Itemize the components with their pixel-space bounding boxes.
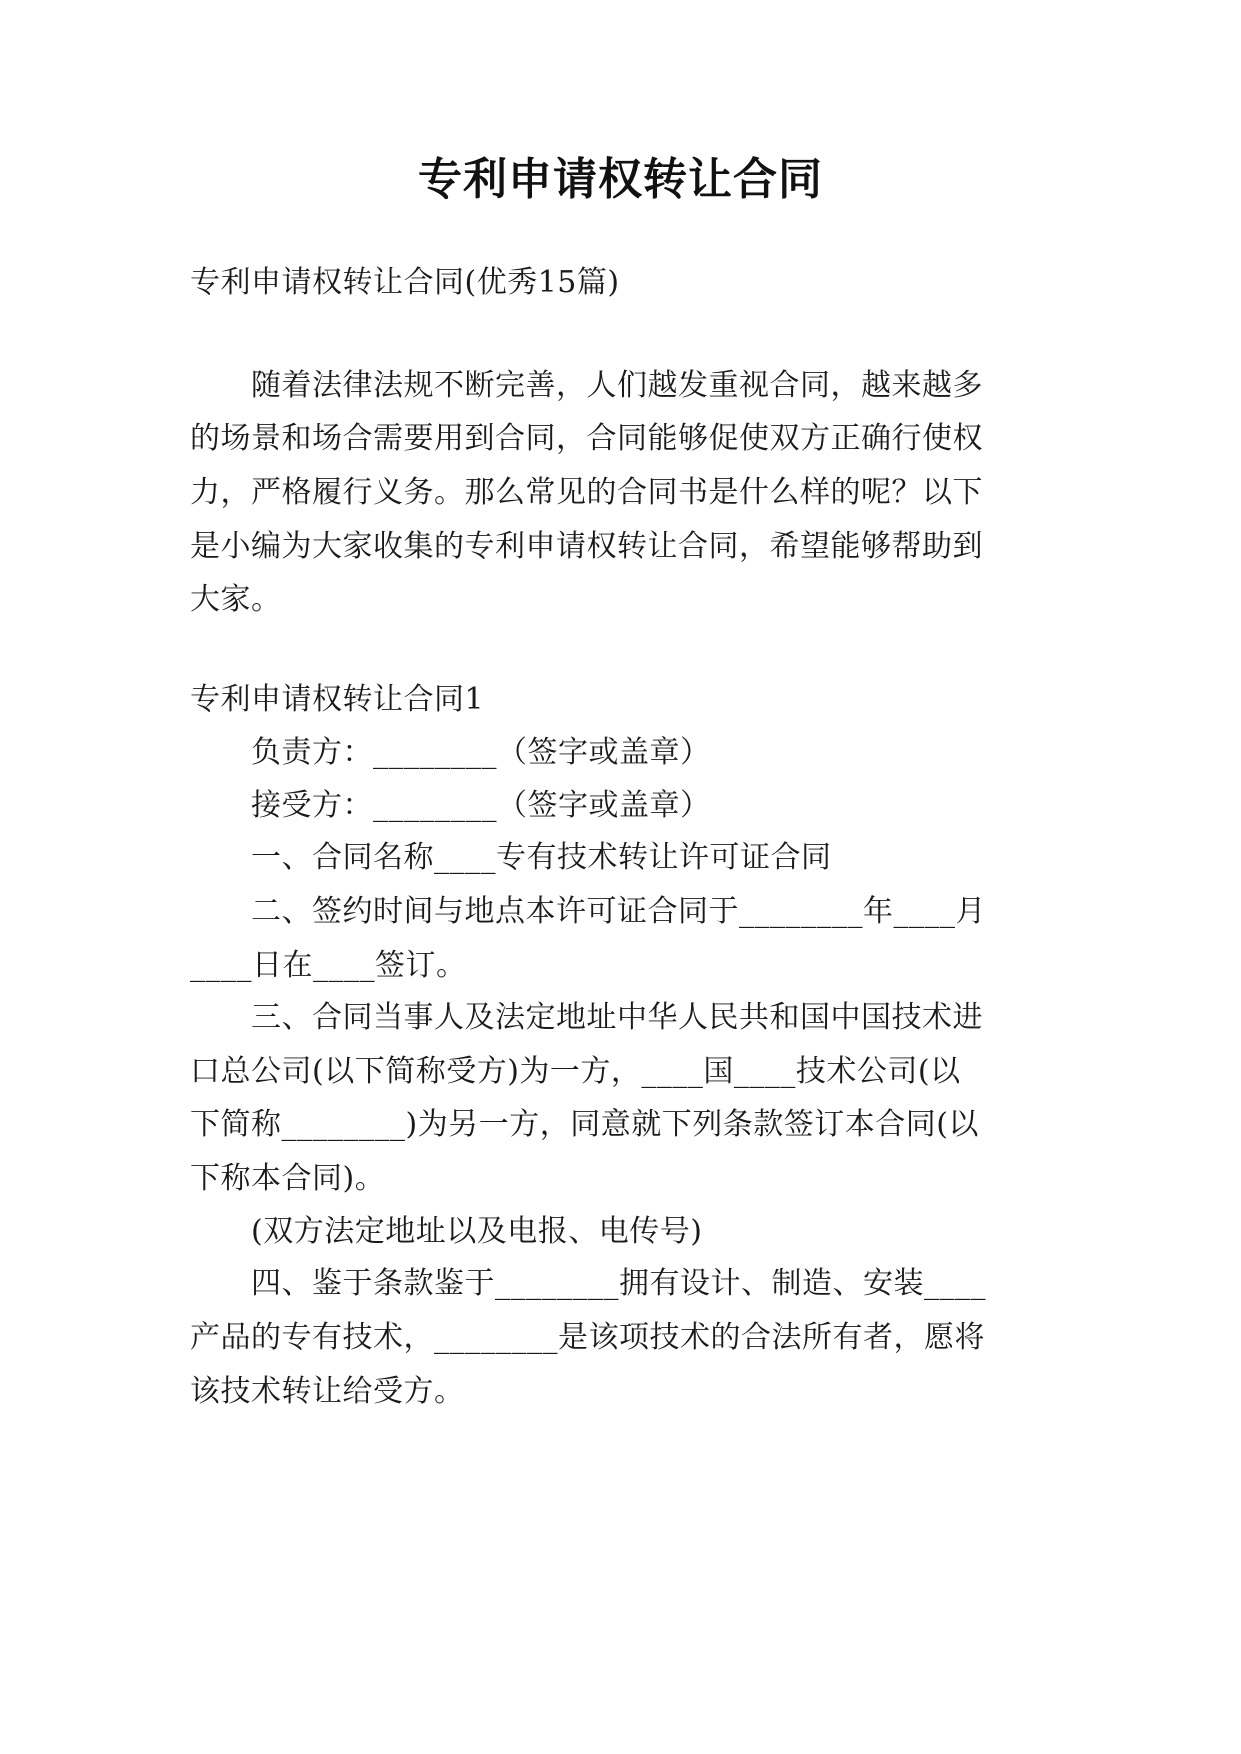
body-line: 该技术转让给受方。	[190, 1374, 465, 1409]
body-line: (双方法定地址以及电报、电传号)	[190, 1214, 703, 1249]
body-line: 下称本合同)。	[190, 1161, 386, 1196]
body-line: 三、合同当事人及法定地址中华人民共和国中国技术进	[190, 1000, 983, 1035]
section-heading: 专利申请权转让合同1	[190, 682, 485, 717]
body-line: 下简称________)为另一方，同意就下列条款签订本合同(以	[190, 1107, 979, 1142]
intro-line: 力，严格履行义务。那么常见的合同书是什么样的呢？以下	[190, 475, 983, 510]
body-line: 口总公司(以下简称受方)为一方，____国____技术公司(以	[190, 1054, 961, 1089]
document-subtitle: 专利申请权转让合同(优秀15篇)	[190, 265, 620, 300]
body-line: 一、合同名称____专有技术转让许可证合同	[190, 840, 832, 875]
intro-line: 随着法律法规不断完善，人们越发重视合同，越来越多	[190, 368, 983, 403]
body-line: 二、签约时间与地点本许可证合同于________年____月	[190, 894, 986, 929]
intro-line: 是小编为大家收集的专利申请权转让合同，希望能够帮助到	[190, 529, 983, 564]
body-line: 接受方：________（签字或盖章）	[190, 788, 711, 823]
document-title: 专利申请权转让合同	[418, 154, 823, 205]
intro-line: 的场景和场合需要用到合同，合同能够促使双方正确行使权	[190, 421, 983, 456]
body-line: 产品的专有技术，________是该项技术的合法所有者，愿将	[190, 1320, 985, 1355]
body-line: 负责方：________（签字或盖章）	[190, 735, 711, 770]
body-line: 四、鉴于条款鉴于________拥有设计、制造、安装____	[190, 1266, 986, 1301]
body-line: ____日在____签订。	[190, 948, 467, 983]
intro-line: 大家。	[190, 582, 282, 617]
